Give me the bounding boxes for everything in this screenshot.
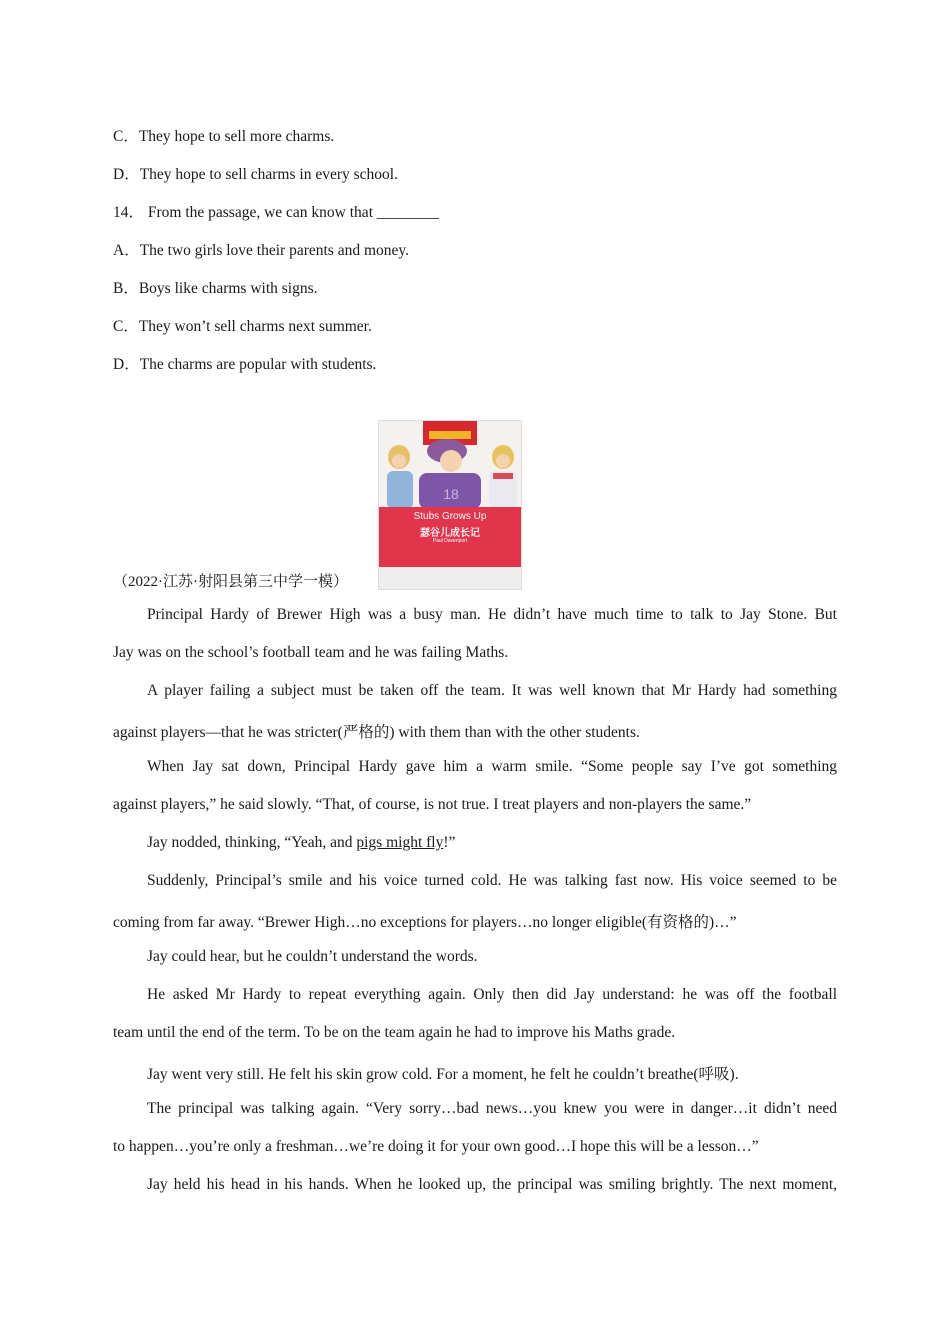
book-cover-image xyxy=(378,420,522,590)
passage-p4-post: !” xyxy=(443,834,456,851)
passage-p1-line2: Jay was on the school’s football team and he was failing Maths. xyxy=(113,644,509,661)
cover-bottom-strip xyxy=(379,567,521,589)
q13-option-c: C．They hope to sell more charms. xyxy=(113,128,335,145)
idiom-underlined: pigs might fly xyxy=(356,834,444,851)
passage-p3-line1: When Jay sat down, Principal Hardy gave him a warm smile. “Some people say I’ve got something xyxy=(147,758,837,775)
passage-p5-line2: coming from far away. “Brewer High…no exceptions for players…no longer eligible(有资格的)…” xyxy=(113,914,737,931)
boy-football-player-figure xyxy=(411,437,487,509)
svg-text:18: 18 xyxy=(443,486,459,502)
q14-option-a: A．The two girls love their parents and money. xyxy=(113,242,410,259)
passage-p9-line2: to happen…you’re only a freshman…we’re doing it for your own good…I hope this will be a lesson…” xyxy=(113,1138,759,1155)
passage-p4 xyxy=(147,834,455,852)
passage-p8: Jay went very still. He felt his skin grow cold. For a moment, he felt he couldn’t breathe(呼吸). xyxy=(147,1066,739,1083)
cover-title-cn: 瑟谷儿成长记 xyxy=(420,528,480,539)
q13-option-d: D．They hope to sell charms in every school. xyxy=(113,166,398,183)
passage-p10-line1: Jay held his head in his hands. When he looked up, the principal was smiling brightly. The next moment, xyxy=(147,1176,837,1193)
passage-p9-line1: The principal was talking again. “Very sorry…bad news…you knew you were in danger…it didn’t need xyxy=(147,1100,837,1117)
girl-right-figure xyxy=(483,443,521,509)
q14-option-b: B．Boys like charms with signs. xyxy=(113,280,318,297)
passage-p4-pre: Jay nodded, thinking, “Yeah, and xyxy=(147,834,357,851)
q14-option-d: D．The charms are popular with students. xyxy=(113,356,377,373)
passage-p2-line1: A player failing a subject must be taken off the team. It was well known that Mr Hardy had something xyxy=(147,682,837,699)
passage-p2-line2: against players—that he was stricter(严格的) with them than with the other students. xyxy=(113,724,640,741)
cover-title-en: Stubs Grows Up xyxy=(413,511,487,522)
passage-p1-line1: Principal Hardy of Brewer High was a busy man. He didn’t have much time to talk to Jay Stone. But xyxy=(147,606,837,623)
passage-p3-line2: against players,” he said slowly. “That, of course, is not true. I treat players and non-players the same.” xyxy=(113,796,752,813)
passage-p7-line2: team until the end of the term. To be on the team again he had to improve his Maths grade. xyxy=(113,1024,676,1041)
q14-option-c: C．They won’t sell charms next summer. xyxy=(113,318,372,335)
source-label: （2022·江苏·射阳县第三中学一模） xyxy=(113,574,348,590)
passage-p7-line1: He asked Mr Hardy to repeat everything again. Only then did Jay understand: he was off the football xyxy=(147,986,837,1003)
cover-author: Paul Davenport xyxy=(432,538,468,544)
passage-p5-line1: Suddenly, Principal’s smile and his voice turned cold. He was talking fast now. His voice seemed to be xyxy=(147,872,837,889)
q14-stem: 14． From the passage, we can know that ________ xyxy=(113,204,439,221)
passage-p6: Jay could hear, but he couldn’t understand the words. xyxy=(147,948,478,965)
